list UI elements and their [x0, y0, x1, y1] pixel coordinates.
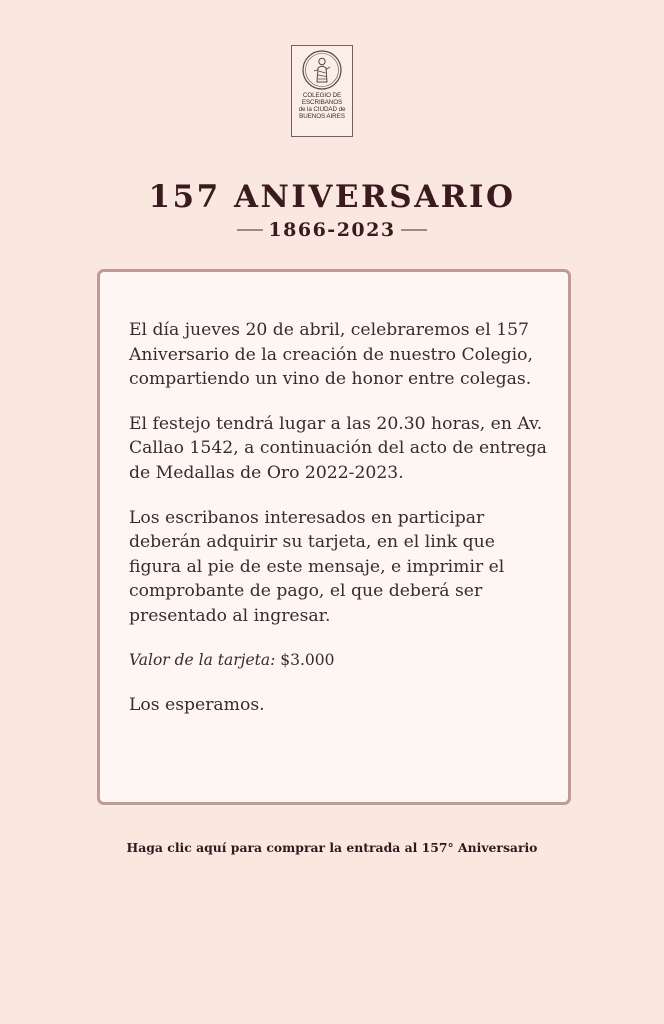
logo-line: BUENOS AIRES	[299, 113, 345, 120]
paragraph-tickets: Los escribanos interesados en participar deberán adquirir su tarjeta, en el link que figura al pie de este mensaje, e imprimir el comprobante de pago, el que deberá ser presentado al ingresar.	[129, 507, 505, 626]
logo-line: de la CIUDAD de	[298, 106, 346, 113]
right-divider	[401, 229, 427, 231]
invitation-card	[97, 269, 571, 805]
logo-line: COLEGIO DE	[302, 92, 342, 99]
years-range: 1866-2023	[268, 219, 396, 241]
closing-text: Los esperamos.	[129, 694, 265, 715]
colegio-logo	[291, 45, 353, 137]
paragraph-celebration: El día jueves 20 de abril, celebraremos el 157 Aniversario de la creación de nuestro Colegio, compartiendo un vino de honor entre colegas.	[129, 320, 533, 390]
logo-text	[292, 92, 352, 120]
years-row	[0, 216, 664, 244]
colegio-seal-icon	[301, 49, 343, 91]
paragraph-venue: El festejo tendrá lugar a las 20.30 horas, en Av. Callao 1542, a continuación del acto de entrega de Medallas de Oro 2022-2023.	[129, 413, 547, 483]
buy-ticket-link[interactable]: Haga clic aquí para comprar la entrada al 157° Aniversario	[126, 840, 538, 855]
page-title: 157 ANIVERSARIO	[148, 179, 516, 215]
logo-line: ESCRIBANOS	[301, 99, 343, 106]
ticket-price	[129, 649, 548, 671]
price-label: Valor de la tarjeta:	[129, 650, 281, 669]
left-divider	[237, 229, 263, 231]
price-value: $3.000	[280, 650, 335, 669]
